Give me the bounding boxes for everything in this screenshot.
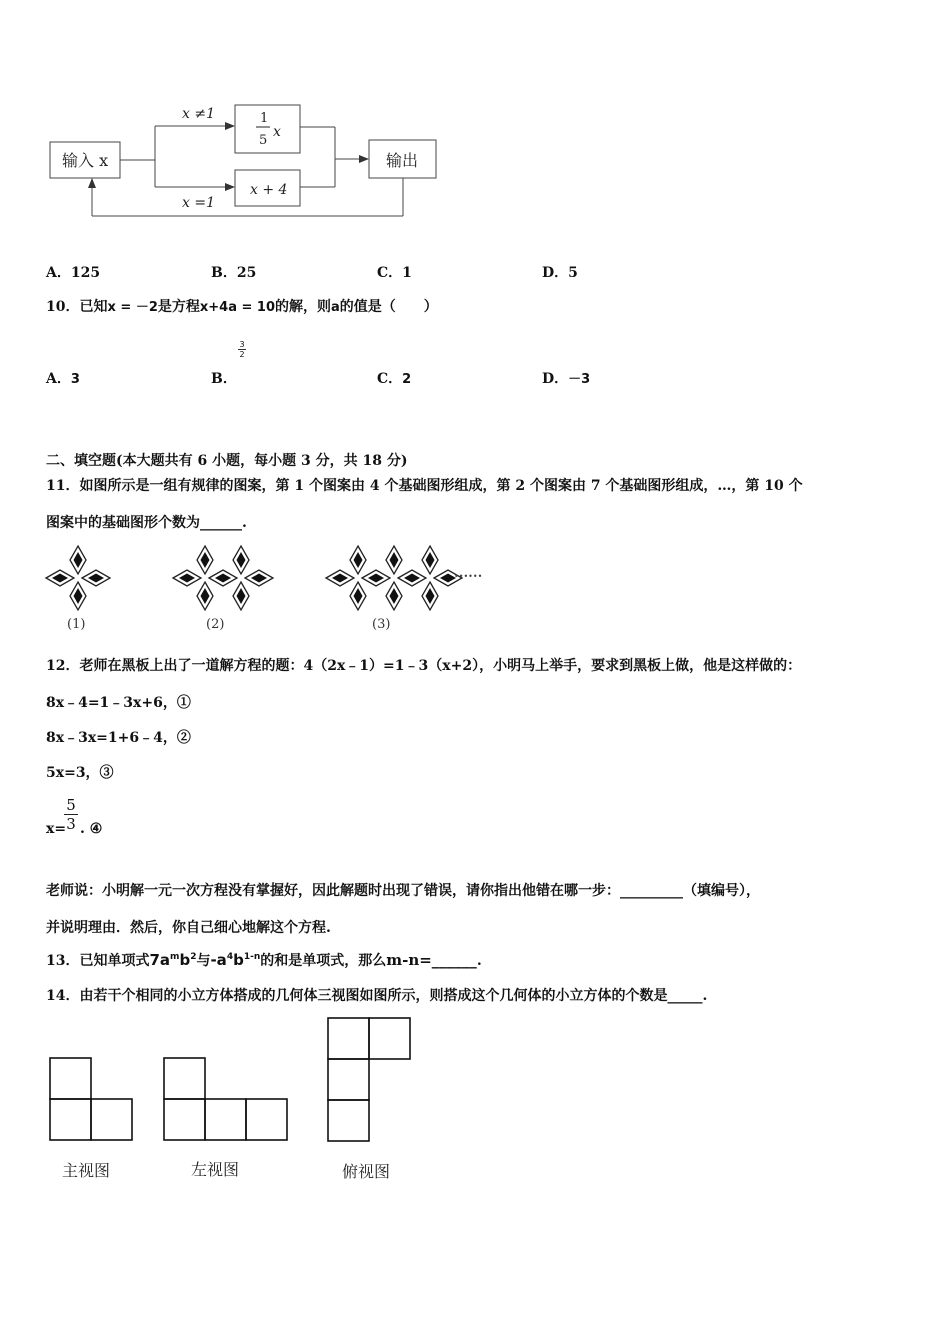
q10-option-a[interactable] <box>46 368 80 388</box>
option-letter: A． <box>46 371 71 387</box>
mono-base: 7a <box>149 951 171 969</box>
q10-option-c[interactable] <box>377 368 411 388</box>
pattern-dots: •••••• <box>454 572 483 581</box>
q12-step-4-prefix: x= <box>46 821 67 837</box>
q12-step-3: 5x=3，③ <box>46 765 114 781</box>
box-bottom-label: x + 4 <box>250 182 288 198</box>
q10-text: 是方程 <box>157 299 200 315</box>
option-value: 25 <box>236 265 257 281</box>
q13-text: 与 <box>196 953 211 969</box>
branch-top-label: x ≠1 <box>182 106 215 122</box>
q11-line1: 11．如图所示是一组有规律的图案，第 1 个图案由 4 个基础图形组成，第 2 个图案由 7 个基础图形组成，…，第 10 个 <box>46 478 803 494</box>
front-view <box>50 1058 132 1140</box>
q10-option-b-fraction <box>237 340 247 359</box>
pattern-1 <box>46 546 110 610</box>
box-top-den: 5 <box>259 133 268 148</box>
q10-text: 已知 <box>79 299 108 315</box>
q14-three-views <box>40 1010 440 1190</box>
q12-step-4-suffix: . ④ <box>80 821 103 837</box>
view-label-front: 主视图 <box>62 1161 111 1180</box>
q12-step-1: 8x﹣4=1﹣3x+6，① <box>46 695 191 711</box>
monomial-1 <box>149 951 196 969</box>
q10-math: x = －2 <box>107 300 158 315</box>
q12-step-2: 8x﹣3x=1+6﹣4，② <box>46 730 191 746</box>
question-number: 13． <box>46 953 80 969</box>
mono-exp: 4 <box>226 952 234 962</box>
q12-teacher-line1: 老师说：小明解一元一次方程没有掌握好，因此解题时出现了错误，请你指出他错在哪一步：_________（填编号）， <box>46 883 760 899</box>
q13-end: . <box>476 953 482 969</box>
q13-stem <box>46 950 482 970</box>
option-letter: C． <box>377 371 403 387</box>
q10-stem <box>46 296 438 316</box>
option-letter: B． <box>211 265 237 281</box>
option-letter: C． <box>377 265 403 281</box>
option-value: 1 <box>402 265 412 281</box>
option-letter: B． <box>211 371 237 387</box>
option-value: 125 <box>70 265 101 281</box>
q12-line1: 12．老师在黑板上出了一道解方程的题：4（2x﹣1）=1﹣3（x+2），小明马上举手，要求到黑板上做，他是这样做的： <box>46 658 802 674</box>
fraction-num: 5 <box>66 796 76 814</box>
option-value: 5 <box>568 265 578 281</box>
q10-text: 的值是（ ） <box>339 299 438 315</box>
view-label-top: 俯视图 <box>342 1162 391 1181</box>
q10-option-d[interactable] <box>542 368 590 388</box>
q10-option-b[interactable] <box>211 368 237 388</box>
output-label: 输出 <box>386 151 419 170</box>
option-value: －3 <box>568 372 591 387</box>
mono-exp: m <box>170 952 180 962</box>
mono-exp: 2 <box>190 952 197 962</box>
mono-base: b <box>179 951 191 969</box>
branch-bottom-label: x =1 <box>182 195 215 211</box>
q11-pattern-figure <box>40 540 490 636</box>
mono-base: -a <box>210 951 227 969</box>
q13-text: 已知单项式 <box>79 953 150 969</box>
box-top-num: 1 <box>260 111 269 126</box>
option-letter: D． <box>542 265 569 281</box>
q10-math: a <box>331 300 340 315</box>
pattern-label-3: (3) <box>372 617 391 632</box>
q9-option-d[interactable] <box>542 262 578 282</box>
option-value: 2 <box>402 372 412 387</box>
flowchart-figure <box>0 90 480 240</box>
view-label-left: 左视图 <box>191 1160 240 1179</box>
pattern-2 <box>173 546 273 610</box>
pattern-label-1: (1) <box>67 617 86 632</box>
q9-option-b[interactable] <box>211 262 256 282</box>
left-view <box>164 1058 287 1140</box>
fraction-den: 2 <box>239 350 245 359</box>
box-top-var: x <box>273 124 281 140</box>
q10-math: x+4a = 10 <box>199 300 276 315</box>
monomial-2 <box>210 951 260 969</box>
mono-exp: 1-n <box>243 952 261 962</box>
option-letter: D． <box>542 371 569 387</box>
fraction-den: 3 <box>66 815 76 833</box>
input-label: 输入 x <box>62 151 109 170</box>
q11-line2: 图案中的基础图形个数为______. <box>46 515 247 531</box>
option-value: 3 <box>70 372 80 387</box>
q10-text: 的解，则 <box>275 299 332 315</box>
q13-text: 的和是单项式，那么 <box>260 953 387 969</box>
q12-teacher-line2: 并说明理由．然后，你自己细心地解这个方程. <box>46 920 331 936</box>
option-letter: A． <box>46 265 71 281</box>
section-title: 二、填空题(本大题共有 6 小题，每小题 3 分，共 18 分) <box>46 453 408 469</box>
top-view <box>328 1018 410 1141</box>
q13-expr: m-n=______ <box>386 951 477 969</box>
mono-base: b <box>233 951 244 969</box>
q14-line: 14．由若干个相同的小立方体搭成的几何体三视图如图所示，则搭成这个几何体的小立方体的个数是_____. <box>46 988 708 1004</box>
q9-option-a[interactable] <box>46 262 100 282</box>
q9-option-c[interactable] <box>377 262 412 282</box>
pattern-3 <box>326 546 462 610</box>
fraction-num: 3 <box>239 340 245 349</box>
pattern-label-2: (2) <box>206 617 225 632</box>
question-number: 10． <box>46 299 80 315</box>
q12-step-4-fraction <box>64 796 78 833</box>
